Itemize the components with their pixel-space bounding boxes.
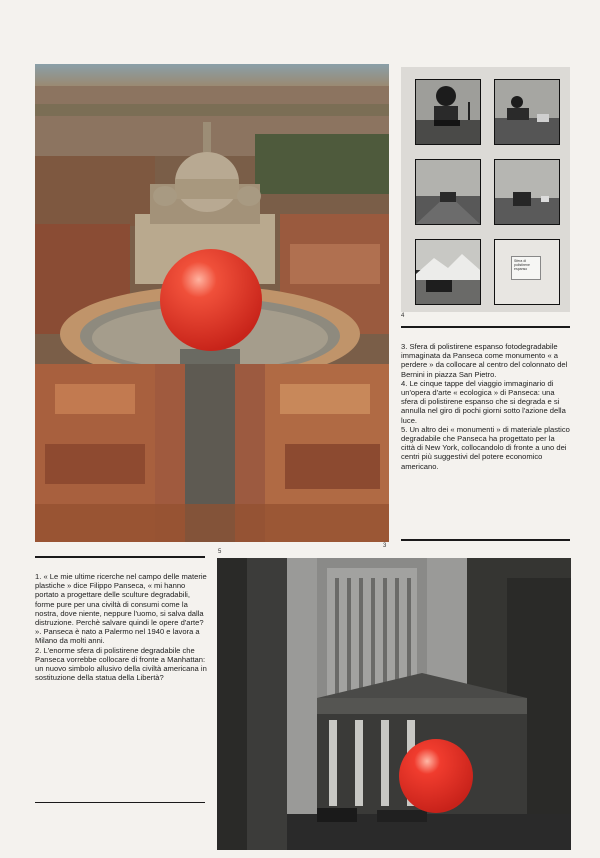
photo-rome-st-peters <box>35 64 389 542</box>
caption-right <box>401 342 570 471</box>
red-sphere-rome <box>160 249 262 351</box>
caption-item-1: 1. « Le mie ultime ricerche nel campo delle materie plastiche » dice Filippo Panseca, « mi hanno portato a progettare delle sculture degradabili, forme pure per una civiltà di consumi come la nostra, dove niente, neppure l'uomo, si salva dalla distruzione. Perchè salvare quindi le opere d'arte? ». Panseca è nato a Palermo nel 1940 e lavora a Milano da molti anni. <box>35 572 207 646</box>
red-sphere-new-york <box>399 739 473 813</box>
frame-5-car-mountains <box>415 239 481 305</box>
divider-bottom-right <box>401 539 570 541</box>
frame-1-truck-sphere <box>415 79 481 145</box>
caption-item-3: 3. Sfera di polistirene espanso fotodegradabile immaginata da Panseca come monumento « a perdere » da collocare al centro del colonnato del Bernini in piazza San Pietro. <box>401 342 568 379</box>
caption-left <box>35 572 207 682</box>
figure-number-5: 5 <box>218 549 222 555</box>
contact-sheet-journey <box>401 67 570 312</box>
figure-number-4: 4 <box>401 313 405 319</box>
caption-item-5: 5. Un altro dei « monumenti » di materiale plastico degradabile che Panseca ha progettato per la città di New York, collocandolo di fronte a uno dei centri più suggestivi del potere economico americano. <box>401 424 570 471</box>
caption-item-4: 4. Le cinque tappe del viaggio immaginario di un'opera d'arte « ecologica » di Panseca: una sfera di polistirene espanso che si degrada e si annulla nel giro di pochi giorni sotto l'azione della luce. <box>401 378 566 425</box>
frame-6-sign <box>494 239 560 305</box>
rome-aerial-illustration <box>35 64 389 542</box>
frame-2-truck-sphere-road <box>494 79 560 145</box>
divider-top-left <box>35 556 205 558</box>
frame-4-truck-road <box>494 159 560 225</box>
divider-bottom-left <box>35 802 205 803</box>
caption-item-2: 2. L'enorme sfera di polistirene degradabile che Panseca vorrebbe collocare di fronte a Manhattan: un nuovo simbolo allusivo della civiltà americana in sostituzione della statua della Libertà? <box>35 645 207 683</box>
divider-top-right <box>401 326 570 328</box>
frame-3-truck-road <box>415 159 481 225</box>
sign-text: Sfera di polistirene espanso <box>511 256 541 280</box>
figure-number-3: 3 <box>383 543 387 549</box>
new-york-illustration <box>217 558 571 850</box>
photo-new-york <box>217 558 571 850</box>
